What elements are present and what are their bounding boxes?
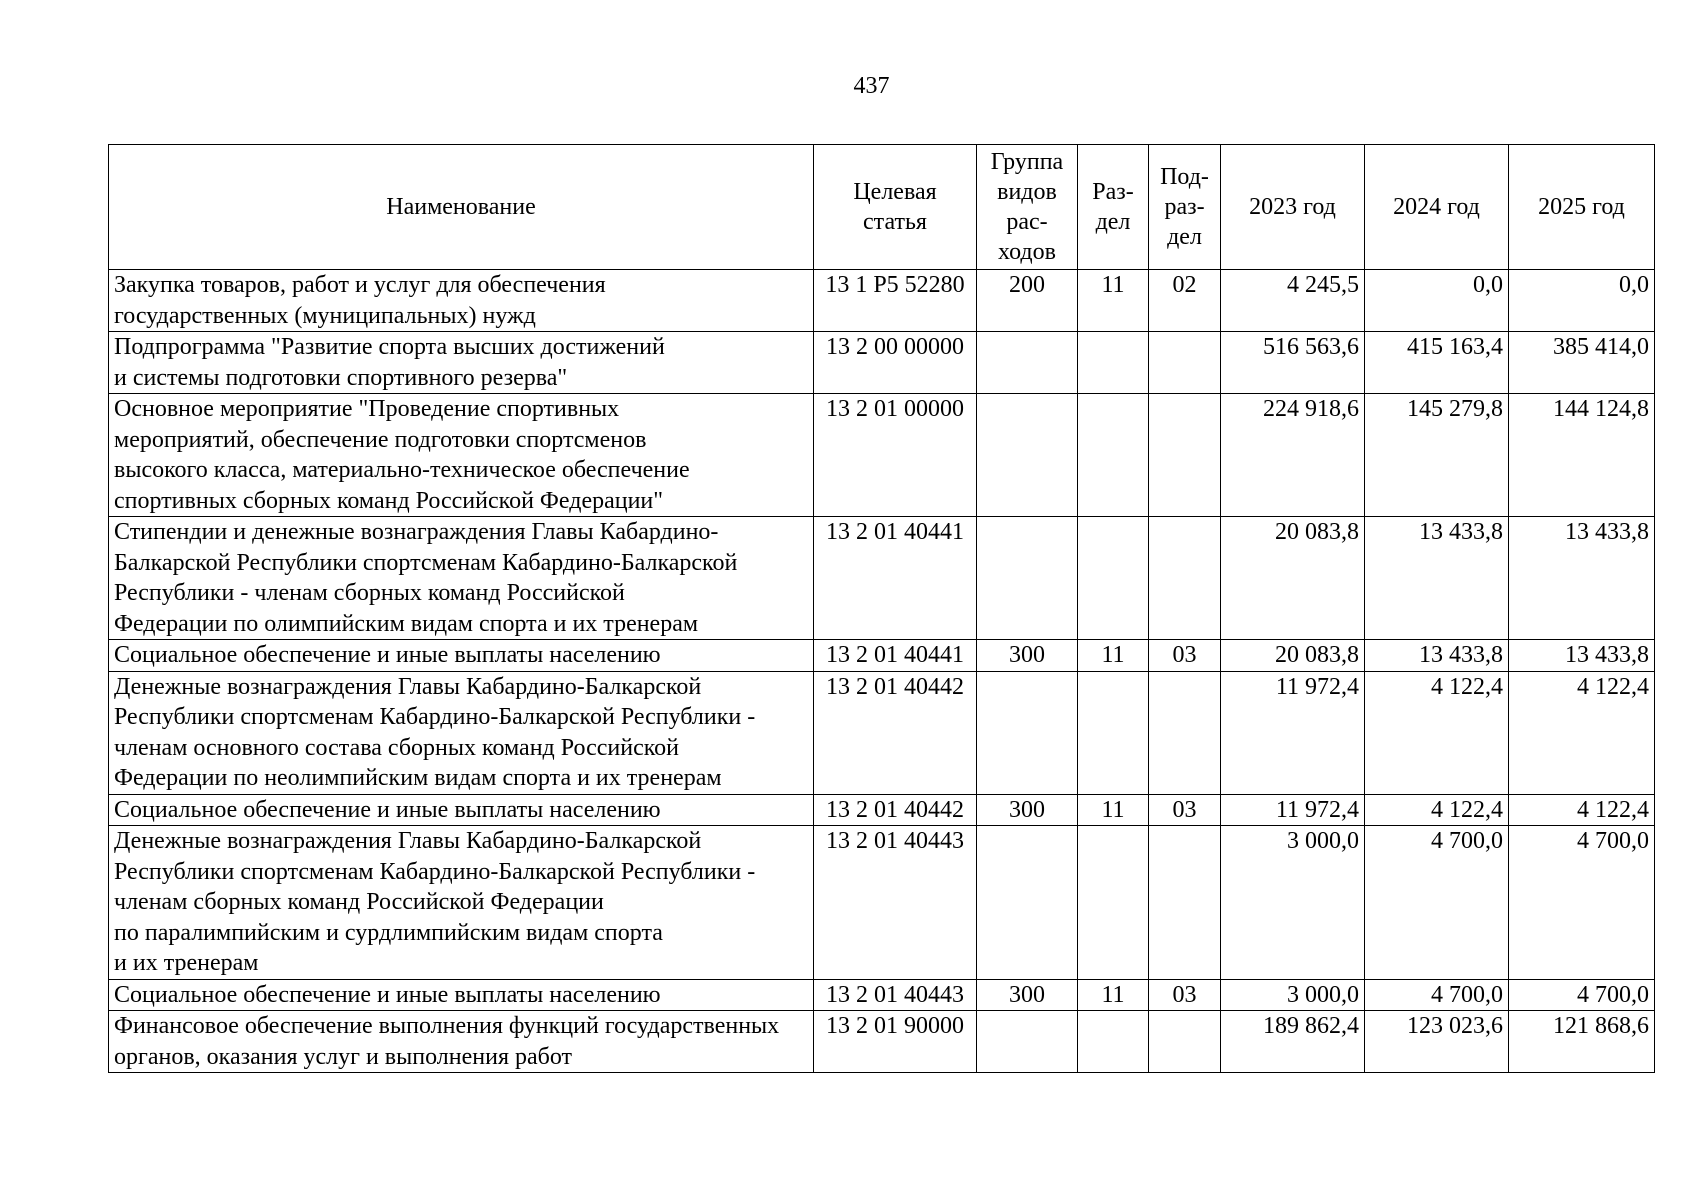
header-year-2024: 2024 год (1365, 145, 1509, 270)
cell-name: Денежные вознаграждения Главы Кабардино-Балкарской Республики спортсменам Кабардино-Балкарской Республики - членам основного состава сборных команд Российской Федерации по неолимпийским видам спорта и их тренерам (109, 671, 814, 794)
cell-subsection: 02 (1149, 270, 1221, 332)
cell-name: Денежные вознаграждения Главы Кабардино-Балкарской Республики спортсменам Кабардино-Балкарской Республики - членам сборных команд Российской Федерации по паралимпийским и сурдлимпийским видам спорта и их тренерам (109, 826, 814, 980)
cell-section (1078, 826, 1149, 980)
cell-section: 11 (1078, 270, 1149, 332)
cell-subsection (1149, 517, 1221, 640)
cell-2025: 144 124,8 (1509, 394, 1655, 517)
cell-2024: 123 023,6 (1365, 1011, 1509, 1073)
cell-target-article: 13 2 01 00000 (814, 394, 977, 517)
cell-name: Социальное обеспечение и иные выплаты населению (109, 640, 814, 672)
cell-2025: 385 414,0 (1509, 332, 1655, 394)
table-row (109, 794, 1655, 826)
header-section: Раз- дел (1078, 145, 1149, 270)
cell-2025: 13 433,8 (1509, 640, 1655, 672)
cell-name: Стипендии и денежные вознаграждения Главы Кабардино- Балкарской Республики спортсменам Кабардино-Балкарской Республики - членам сборных команд Российской Федерации по олимпийским видам спорта и их тренерам (109, 517, 814, 640)
cell-target-article: 13 1 Р5 52280 (814, 270, 977, 332)
header-target-article: Целевая статья (814, 145, 977, 270)
cell-2025: 4 700,0 (1509, 979, 1655, 1011)
cell-2023: 20 083,8 (1221, 640, 1365, 672)
cell-section: 11 (1078, 640, 1149, 672)
cell-name: Основное мероприятие "Проведение спортивных мероприятий, обеспечение подготовки спортсменов высокого класса, материально-техническое обеспечение спортивных сборных команд Российской Федерации" (109, 394, 814, 517)
cell-expense-group (977, 671, 1078, 794)
cell-section (1078, 332, 1149, 394)
cell-2023: 11 972,4 (1221, 671, 1365, 794)
cell-2025: 121 868,6 (1509, 1011, 1655, 1073)
cell-name: Финансовое обеспечение выполнения функций государственных органов, оказания услуг и выполнения работ (109, 1011, 814, 1073)
cell-section: 11 (1078, 979, 1149, 1011)
table-row (109, 826, 1655, 980)
cell-subsection: 03 (1149, 794, 1221, 826)
cell-2024: 145 279,8 (1365, 394, 1509, 517)
cell-name: Подпрограмма "Развитие спорта высших достижений и системы подготовки спортивного резерва" (109, 332, 814, 394)
cell-2024: 4 700,0 (1365, 979, 1509, 1011)
cell-target-article: 13 2 01 90000 (814, 1011, 977, 1073)
cell-target-article: 13 2 01 40441 (814, 517, 977, 640)
header-year-2023: 2023 год (1221, 145, 1365, 270)
cell-2023: 11 972,4 (1221, 794, 1365, 826)
cell-section (1078, 394, 1149, 517)
cell-subsection (1149, 671, 1221, 794)
cell-target-article: 13 2 01 40443 (814, 826, 977, 980)
cell-2023: 20 083,8 (1221, 517, 1365, 640)
cell-section: 11 (1078, 794, 1149, 826)
cell-2025: 0,0 (1509, 270, 1655, 332)
header-expense-group: Группа видов рас- ходов (977, 145, 1078, 270)
cell-name: Социальное обеспечение и иные выплаты населению (109, 979, 814, 1011)
cell-target-article: 13 2 00 00000 (814, 332, 977, 394)
cell-2023: 516 563,6 (1221, 332, 1365, 394)
cell-2024: 13 433,8 (1365, 640, 1509, 672)
budget-table (108, 144, 1655, 1073)
cell-expense-group (977, 826, 1078, 980)
table-row (109, 270, 1655, 332)
cell-section (1078, 517, 1149, 640)
cell-2025: 13 433,8 (1509, 517, 1655, 640)
cell-section (1078, 671, 1149, 794)
cell-2023: 224 918,6 (1221, 394, 1365, 517)
cell-expense-group: 200 (977, 270, 1078, 332)
cell-2024: 4 122,4 (1365, 671, 1509, 794)
cell-expense-group: 300 (977, 640, 1078, 672)
header-subsection: Под- раз- дел (1149, 145, 1221, 270)
cell-subsection: 03 (1149, 979, 1221, 1011)
cell-2023: 3 000,0 (1221, 826, 1365, 980)
table-row (109, 332, 1655, 394)
cell-target-article: 13 2 01 40443 (814, 979, 977, 1011)
table-row (109, 979, 1655, 1011)
cell-subsection: 03 (1149, 640, 1221, 672)
cell-target-article: 13 2 01 40441 (814, 640, 977, 672)
cell-2025: 4 700,0 (1509, 826, 1655, 980)
page-number: 437 (853, 73, 890, 99)
cell-name: Закупка товаров, работ и услуг для обеспечения государственных (муниципальных) нужд (109, 270, 814, 332)
table-header-row (109, 145, 1655, 270)
cell-subsection (1149, 394, 1221, 517)
cell-target-article: 13 2 01 40442 (814, 794, 977, 826)
cell-2024: 415 163,4 (1365, 332, 1509, 394)
header-year-2025: 2025 год (1509, 145, 1655, 270)
cell-2024: 0,0 (1365, 270, 1509, 332)
cell-expense-group (977, 517, 1078, 640)
cell-2024: 4 122,4 (1365, 794, 1509, 826)
cell-expense-group (977, 1011, 1078, 1073)
cell-expense-group (977, 394, 1078, 517)
table-row (109, 517, 1655, 640)
header-name: Наименование (109, 145, 814, 270)
cell-2023: 4 245,5 (1221, 270, 1365, 332)
cell-expense-group (977, 332, 1078, 394)
cell-2025: 4 122,4 (1509, 794, 1655, 826)
cell-subsection (1149, 1011, 1221, 1073)
table-row (109, 394, 1655, 517)
cell-target-article: 13 2 01 40442 (814, 671, 977, 794)
cell-expense-group: 300 (977, 979, 1078, 1011)
cell-2024: 13 433,8 (1365, 517, 1509, 640)
cell-2023: 189 862,4 (1221, 1011, 1365, 1073)
cell-2024: 4 700,0 (1365, 826, 1509, 980)
cell-2023: 3 000,0 (1221, 979, 1365, 1011)
cell-subsection (1149, 826, 1221, 980)
table-row (109, 1011, 1655, 1073)
table-row (109, 671, 1655, 794)
cell-section (1078, 1011, 1149, 1073)
cell-subsection (1149, 332, 1221, 394)
cell-name: Социальное обеспечение и иные выплаты населению (109, 794, 814, 826)
cell-expense-group: 300 (977, 794, 1078, 826)
cell-2025: 4 122,4 (1509, 671, 1655, 794)
table-row (109, 640, 1655, 672)
